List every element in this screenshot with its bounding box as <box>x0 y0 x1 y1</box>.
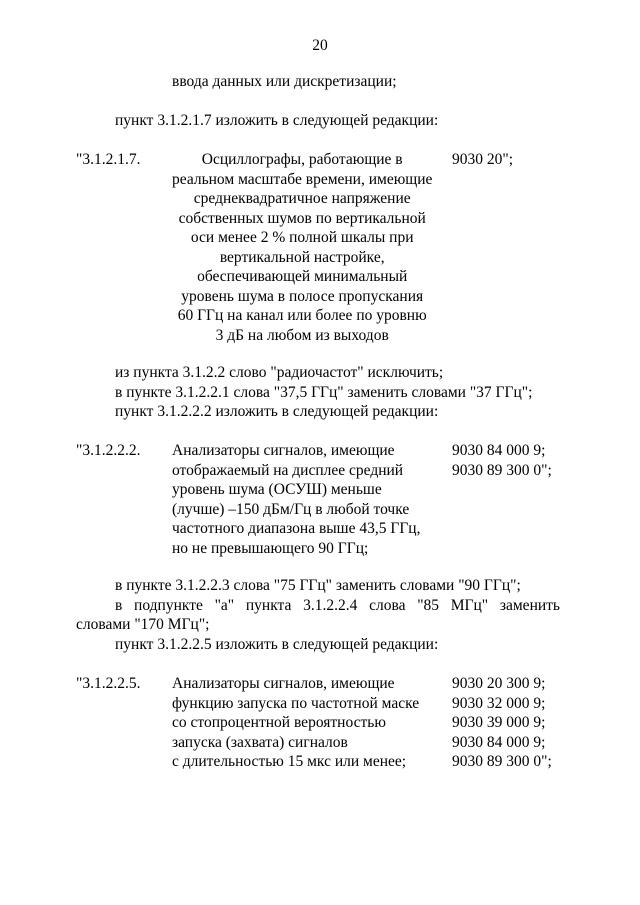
instruction-replace-3-1-2-2-5: пункт 3.1.2.2.5 изложить в следующей редакции: <box>115 636 439 653</box>
desc-line: среднеквадратичное напряжение <box>193 190 411 207</box>
instruction-replace-3-1-2-1-7: пункт 3.1.2.1.7 изложить в следующей редакции: <box>115 112 439 129</box>
instruction-replace-75: в пункте 3.1.2.2.3 слова "75 ГГц" заменить словами "90 ГГц"; <box>115 577 521 594</box>
entry-codes <box>452 150 513 170</box>
instruction-replace-85-part2: словами "170 МГц"; <box>76 616 210 633</box>
desc-line: собственных шумов по вертикальной <box>178 209 426 227</box>
desc-line: вертикальной настройке, <box>219 248 385 266</box>
instruction-replace-37-5: в пункте 3.1.2.2.1 слова "37,5 ГГц" заменить словами "37 ГГц"; <box>115 384 533 401</box>
code-line: 9030 89 300 0"; <box>452 461 552 479</box>
desc-line: (лучше) –150 дБм/Гц в любой точке <box>172 500 410 518</box>
desc-line: Осциллографы, работающие в <box>201 151 403 168</box>
desc-line: 3 дБ на любом из выходов <box>215 326 389 344</box>
page-number: 20 <box>312 37 328 54</box>
intro-line: ввода данных или дискретизации; <box>172 73 397 90</box>
code-line: 9030 84 000 9; <box>452 733 546 751</box>
code-line: 9030 32 000 9; <box>452 694 546 712</box>
instruction-exclude-word: из пункта 3.1.2.2 слово "радиочастот" исключить; <box>115 364 444 381</box>
code-line: 9030 20"; <box>452 151 514 168</box>
entry-description <box>172 150 432 345</box>
code-line: 9030 89 300 0"; <box>452 753 552 770</box>
desc-line: уровень шума в полосе пропускания <box>181 287 424 305</box>
entry-number: "3.1.2.2.5. <box>76 675 141 692</box>
desc-line: Анализаторы сигналов, имеющие <box>172 675 395 692</box>
entry-description <box>172 674 419 772</box>
entry-codes <box>452 441 552 480</box>
desc-line: уровень шума (ОСУШ) меньше <box>172 481 382 498</box>
entry-number: "3.1.2.1.7. <box>76 151 141 168</box>
desc-line: реальном масштабе времени, имеющие <box>172 170 433 188</box>
desc-line: функцию запуска по частотной маске <box>172 694 420 712</box>
entry-codes <box>452 674 552 772</box>
desc-line: Анализаторы сигналов, имеющие <box>172 442 395 459</box>
instruction-replace-3-1-2-2-2: пункт 3.1.2.2.2 изложить в следующей редакции: <box>115 403 439 420</box>
desc-line: с длительностью 15 мкс или менее; <box>172 753 407 770</box>
desc-line: но не превышающего 90 ГГц; <box>172 539 369 557</box>
entry-description <box>172 441 420 558</box>
desc-line: со стопроцентной вероятностью <box>172 714 386 731</box>
code-line: 9030 84 000 9; <box>452 442 546 459</box>
desc-line: запуска (захвата) сигналов <box>172 733 348 751</box>
desc-line: отображаемый на дисплее средний <box>172 461 404 479</box>
desc-line: обеспечивающей минимальный <box>197 268 408 285</box>
entry-number: "3.1.2.2.2. <box>76 442 141 459</box>
desc-line: 60 ГГц на канал или более по уровню <box>177 307 427 324</box>
desc-line: оси менее 2 % полной шкалы при <box>190 229 414 246</box>
code-line: 9030 39 000 9; <box>452 714 546 731</box>
instruction-replace-85-part1: в подпункте "а" пункта 3.1.2.2.4 слова "85 МГц" заменить <box>115 597 560 614</box>
code-line: 9030 20 300 9; <box>452 675 546 692</box>
desc-line: частотного диапазона выше 43,5 ГГц, <box>172 520 421 537</box>
